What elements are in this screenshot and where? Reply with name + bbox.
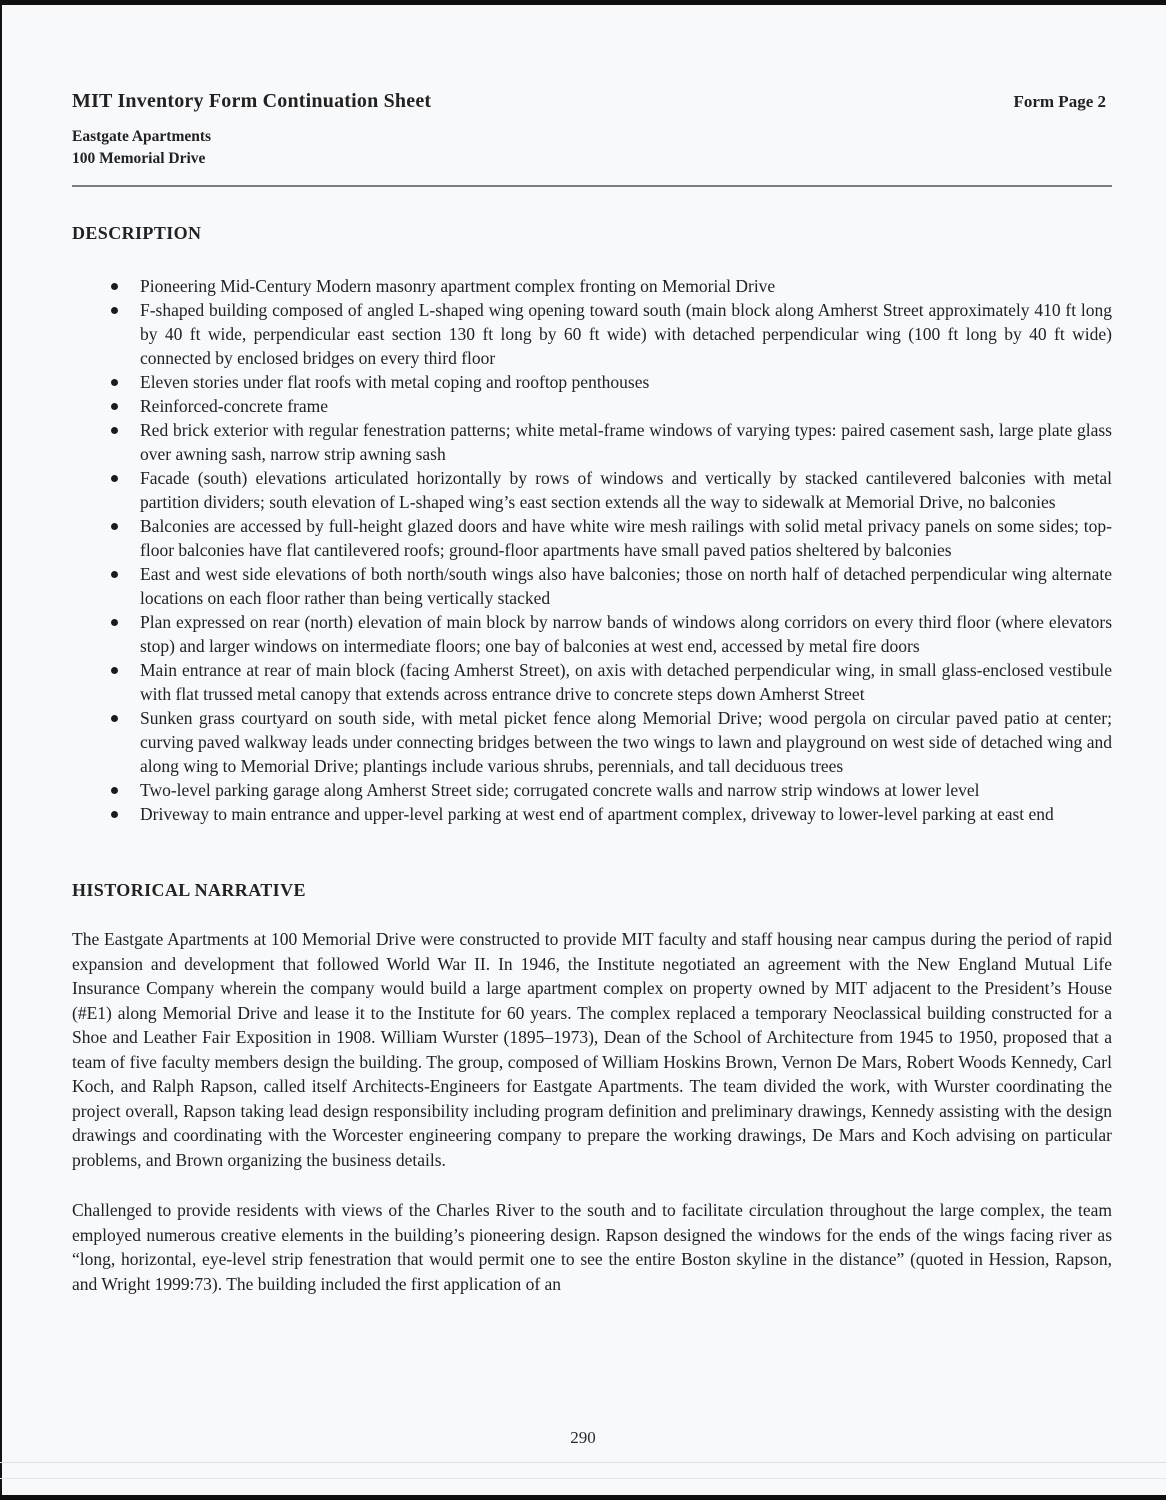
bullet-text: Sunken grass courtyard on south side, with metal picket fence along Memorial Drive; wood pergola on circular paved patio at center; curving paved walkway leads under connecting bridges between the two wings to lawn and playground on west side of detached wing and along wing to Memorial Drive; plantings include various shrubs, perennials, and tall deciduous trees [140, 708, 1112, 776]
narrative-paragraph: Challenged to provide residents with views of the Charles River to the south and to facilitate circulation throughout the large complex, the team employed numerous creative elements in the building’s pioneering design. Rapson designed the windows for the ends of the wings facing river as “long, horizontal, eye-level strip fenestration that would permit one to see the entire Boston skyline in the distance” (quoted in Hession, Rapson, and Wright 1999:73). The building included the first application of an [72, 1200, 1112, 1294]
document-title: MIT Inventory Form Continuation Sheet [72, 90, 432, 112]
bullet-text: Reinforced-concrete frame [140, 396, 329, 416]
description-bullet-list [72, 274, 1112, 826]
bullet-marker-icon [111, 307, 118, 314]
bullet-text: Two-level parking garage along Amherst Street side; corrugated concrete walls and narrow strip windows at lower level [140, 780, 980, 800]
description-heading: DESCRIPTION [72, 223, 202, 243]
bullet-marker-icon [111, 667, 118, 674]
bullet-marker-icon [111, 619, 118, 626]
bullet-marker-icon [111, 523, 118, 530]
document-header [72, 90, 1112, 113]
scan-edge-bottom [0, 1495, 1166, 1500]
scan-artifact-line [0, 1478, 1166, 1479]
bullet-text: Main entrance at rear of main block (facing Amherst Street), on axis with detached perpendicular wing, in small glass-enclosed vestibule with flat trussed metal canopy that extends across entrance drive to concrete steps down Amherst Street [140, 660, 1112, 704]
form-page-label: Form Page 2 [1013, 92, 1106, 111]
bullet-item [72, 418, 1112, 466]
bullet-item [72, 394, 1112, 418]
property-name: Eastgate Apartments [72, 128, 212, 145]
bullet-text: Red brick exterior with regular fenestration patterns; white metal-frame windows of varying types: paired casement sash, large plate glass over awning sash, narrow strip awning sash [140, 420, 1112, 464]
bullet-text: East and west side elevations of both north/south wings also have balconies; those on north half of detached perpendicular wing alternate locations on each floor rather than being vertically stacked [140, 564, 1112, 608]
bullet-text: Plan expressed on rear (north) elevation of main block by narrow bands of windows along corridors on every third floor (where elevators stop) and larger windows on intermediate floors; one bay of balconies at west end, accessed by metal fire doors [140, 612, 1112, 656]
bullet-marker-icon [111, 571, 118, 578]
bullet-item [72, 562, 1112, 610]
bullet-marker-icon [111, 379, 118, 386]
historical-narrative-body [72, 927, 1112, 1296]
bullet-item [72, 610, 1112, 658]
bullet-text: Eleven stories under flat roofs with metal coping and rooftop penthouses [140, 372, 650, 392]
bullet-marker-icon [111, 811, 118, 818]
bullet-marker-icon [111, 787, 118, 794]
bullet-marker-icon [111, 283, 118, 290]
bullet-marker-icon [111, 427, 118, 434]
bullet-item [72, 514, 1112, 562]
property-identification [72, 126, 1112, 170]
property-address: 100 Memorial Drive [72, 150, 206, 167]
bullet-marker-icon [111, 403, 118, 410]
bullet-marker-icon [111, 475, 118, 482]
header-divider [72, 185, 1112, 187]
bullet-item [72, 370, 1112, 394]
bullet-item [72, 298, 1112, 370]
scan-artifact-line [0, 1462, 1166, 1463]
narrative-paragraph: The Eastgate Apartments at 100 Memorial Drive were constructed to provide MIT faculty and staff housing near campus during the period of rapid expansion and development that followed World War II. In 1946, the Institute negotiated an agreement with the New England Mutual Life Insurance Company wherein the company would build a large apartment complex on property owned by MIT adjacent to the President’s House (#E1) along Memorial Drive and lease it to the Institute for 60 years. The complex replaced a temporary Neoclassical building constructed for a Shoe and Leather Fair Exposition in 1908. William Wurster (1895–1973), Dean of the School of Architecture from 1945 to 1950, proposed that a team of five faculty members design the building. The group, composed of William Hoskins Brown, Vernon De Mars, Robert Woods Kennedy, Carl Koch, and Ralph Rapson, called itself Architects-Engineers for Eastgate Apartments. The team divided the work, with Wurster coordinating the project overall, Rapson taking lead design responsibility including program definition and preliminary drawings, Kennedy assisting with the design drawings and coordinating with the Worcester engineering company to prepare the working drawings, De Mars and Koch advising on particular problems, and Brown organizing the business details. [72, 929, 1112, 1170]
bullet-text: F-shaped building composed of angled L-shaped wing opening toward south (main block along Amherst Street approximately 410 ft long by 40 ft wide, perpendicular east section 130 ft long by 60 ft wide) with detached perpendicular wing (100 ft long by 40 ft wide) connected by enclosed bridges on every third floor [140, 300, 1112, 368]
bullet-item [72, 274, 1112, 298]
bullet-text: Facade (south) elevations articulated horizontally by rows of windows and vertically by stacked cantilevered balconies with metal partition dividers; south elevation of L-shaped wing’s east section extends all the way to sidewalk at Memorial Drive, no balconies [140, 468, 1112, 512]
historical-narrative-heading: HISTORICAL NARRATIVE [72, 880, 306, 900]
bullet-item [72, 658, 1112, 706]
bullet-item [72, 778, 1112, 802]
bullet-text: Pioneering Mid-Century Modern masonry apartment complex fronting on Memorial Drive [140, 276, 776, 296]
bullet-item [72, 802, 1112, 826]
bullet-text: Balconies are accessed by full-height glazed doors and have white wire mesh railings with solid metal privacy panels on some sides; top-floor balconies have flat cantilevered roofs; ground-floor apartments have small paved patios sheltered by balconies [140, 516, 1112, 560]
bullet-marker-icon [111, 715, 118, 722]
bullet-item [72, 466, 1112, 514]
bullet-text: Driveway to main entrance and upper-level parking at west end of apartment complex, driveway to lower-level parking at east end [140, 804, 1054, 824]
bullet-item [72, 706, 1112, 778]
page-number: 290 [570, 1428, 596, 1447]
